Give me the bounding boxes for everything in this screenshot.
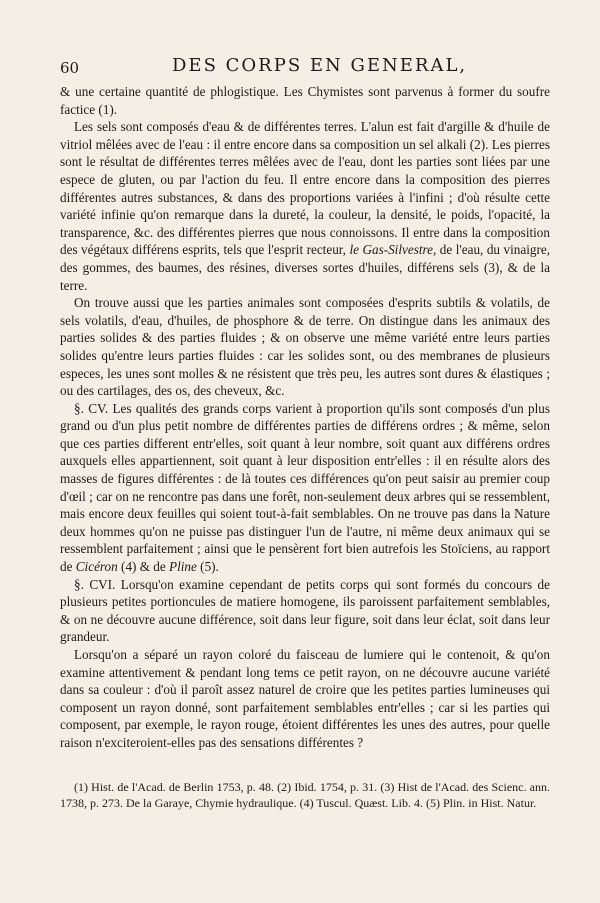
paragraph: Lorsqu'on a séparé un rayon coloré du faisceau de lumiere qui le contenoit, & qu'on examine attentivement & pendant long tems ce petit rayon, on ne découvre aucune variété dans sa couleur : d'où il paroît assez naturel de croire que les petites parties lumineuses qui composent un rayon donné, sont parfaitement semblables entr'elles ; car si les parties qui composent, par exemple, le rayon rouge, étoient différentes les unes des autres, pour quelle raison n'exciteroient-elles pas des sensations différentes ? xyxy=(60,647,550,750)
italic-name: Pline xyxy=(169,559,197,575)
paragraph: Les sels sont composés d'eau & de différentes terres. L'alun est fait d'argille & d'huile de vitriol mêlées avec de l'eau : il entre encore dans sa composition un sel alkali (2). Les pierres sont le résultat de différentes terres mêlées avec de l'eau, dont les parties sont liées par une espece de gluten, ou par l'action du feu. Il entre encore dans la composition des pierres différentes autres substances, & dans des proportions variées à l'infini ; d'où résulte cette variété infinie qu'on remarque dans la dureté, la couleur, la densité, le poids, l'opacité, la transparence, &c. des différentes pierres que nous connoissons. Il entre dans la composition des végétaux différens esprits, tels que l'esprit recteur, le Gas-Silvestre, de l'eau, du vinaigre, des gommes, des baumes, des résines, diverses sortes d'huiles, différens sels (3), & de la terre. xyxy=(60,119,551,293)
paragraph: & une certaine quantité de phlogistique. Les Chymistes sont parvenus à former du soufre factice (1). xyxy=(60,84,550,117)
body-text xyxy=(60,83,550,752)
italic-term: le Gas-Silvestre xyxy=(349,242,434,258)
running-head: DES CORPS EN GENERAL, xyxy=(172,55,468,76)
page-header xyxy=(60,55,550,83)
italic-name: Cicéron xyxy=(75,559,118,575)
paragraph-section-cv: §. CV. Les qualités des grands corps varient à proportion qu'ils sont composés d'un plus grand ou d'un plus petit nombre de différentes parties de différens ordres ; & même, selon que ces parties different entr'elles, soit quant à leur nombre, soit quant aux différens ordres auxquels elles appartiennent, soit quant à leur disposition entr'elles : il en résulte alors des masses de figures différentes : de là toutes ces différences qu'on peut saisir au premier coup d'œil ; car on ne rencontre pas dans une forêt, non-seulement deux arbres qui se ressemblent, mais encore deux feuilles qui soient tout-à-fait semblables. On ne trouve pas dans la Nature deux hommes qu'on ne puisse pas distinguer l'un de l'autre, ni même deux animaux qui se ressemblent parfaitement ; ainsi que le pensèrent fort bien autrefois les Stoïciens, au rapport de Cicéron (4) & de Pline (5). xyxy=(60,400,550,575)
page-number: 60 xyxy=(60,59,80,77)
footnotes: (1) Hist. de l'Acad. de Berlin 1753, p. 48. (2) Ibid. 1754, p. 31. (3) Hist de l'Acad. des Scienc. ann. 1738, p. 273. De la Garaye, Chymie hydraulique. (4) Tuscul. Quæst. Lib. 4. (5) Plin. in Hist. Natur. xyxy=(60,779,550,811)
paragraph: On trouve aussi que les parties animales sont composées d'esprits subtils & volatils, de sels volatils, d'eau, d'huiles, de phosphore & de terre. On distingue dans les animaux des parties solides & des parties fluides ; & on observe une même variété entre leurs parties solides qu'entre leurs parties fluides : car les solides sont, ou des membranes de plusieurs especes, les unes sont molles & ne résistent que très peu, les autres sont dures & élastiques ; ou des cartilages, des os, des cheveux, &c. xyxy=(60,295,550,399)
paragraph-section-cvi: §. CVI. Lorsqu'on examine cependant de petits corps qui sont formés du concours de plusieurs petites portioncules de matiere homogene, ils paroissent parfaitement semblables, & on ne découvre aucune différence, soit dans leur figure, soit dans leur éclat, soit dans leur grandeur. xyxy=(60,576,550,645)
